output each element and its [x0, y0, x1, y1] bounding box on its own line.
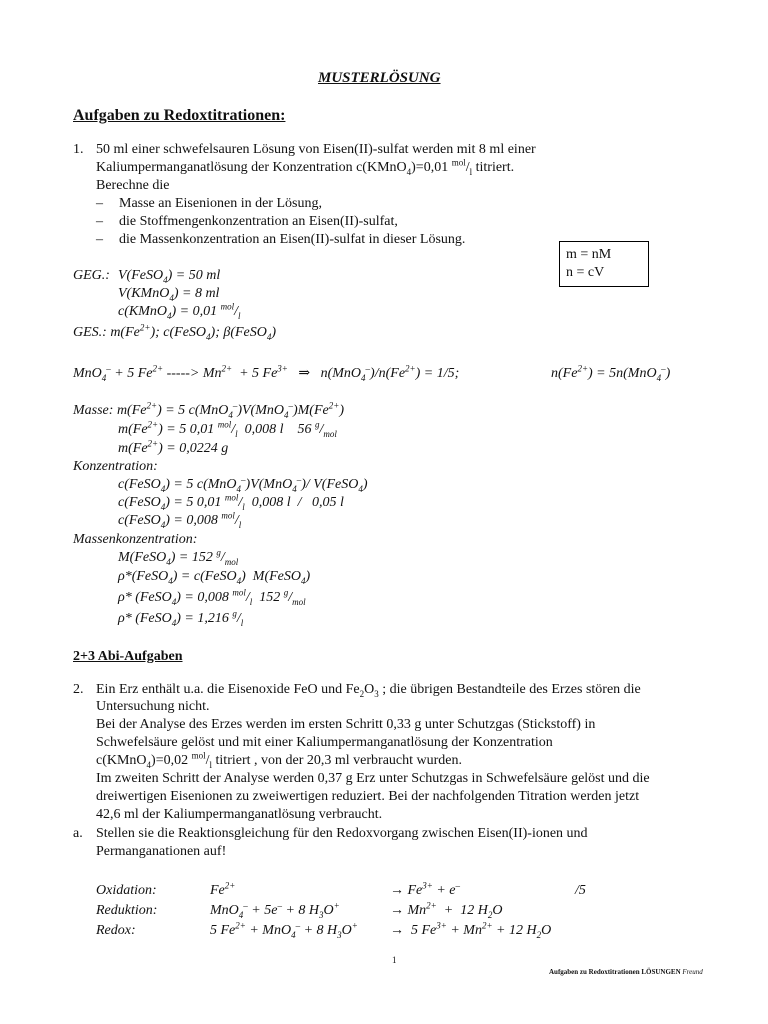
taska-number: a. [73, 826, 83, 841]
mkonz-line4: ρ* (FeSO$_4$) = 1,216 $^g/_l$ [118, 608, 244, 628]
task2-line8: 42,6 ml der Kaliumpermanganatlösung verbraucht. [96, 807, 383, 822]
reaction-ratio: $n(Fe^{2+}) = 5n(MnO_4^-)$ [551, 363, 671, 383]
ges-line: GES.: $m(Fe^{2+})$; c(FeSO$_4$); β(FeSO$_4$) [73, 322, 277, 342]
task1-bullet2: die Stoffmengenkonzentration an Eisen(II)-sulfat, [119, 214, 398, 229]
redox-left: 5 $Fe^{2+} + MnO_4^- + 8$ $H_3O^+$ [210, 920, 358, 940]
oxidation-factor: /5 [575, 883, 586, 898]
task1-line2: Kaliumpermanganatlösung der Konzentration c(KMnO$_4$)=0,01 $^{mol}/_l$ titriert. [96, 157, 515, 177]
mkonz-line2: ρ*(FeSO$_4$) = c(FeSO$_4$) M(FeSO$_4$) [118, 569, 311, 586]
bullet-dash: – [96, 196, 103, 211]
oxidation-left: $Fe^{2+}$ [210, 880, 236, 898]
bullet-dash: – [96, 214, 103, 229]
task1-bullet1: Masse an Eisenionen in der Lösung, [119, 196, 322, 211]
task1-line3: Berechne die [96, 178, 170, 193]
taska-line2: Permanganationen auf! [96, 844, 227, 859]
task2-line7: dreiwertigen Eisenionen zu zweiwertigen reduziert. Bei der nachfolgenden Titration werden jetzt [96, 789, 640, 804]
footer-text: Aufgaben zu Redoxtitrationen LÖSUNGEN Freund [549, 968, 703, 976]
konz-line1: c(FeSO$_4$) = 5 c(MnO$_4$–)V(MnO$_4$–)/ V(FeSO$_4$) [118, 474, 368, 494]
taska-line1: Stellen sie die Reaktionsgleichung für den Redoxvorgang zwischen Eisen(II)-ionen und [96, 826, 588, 841]
task2-line1: Ein Erz enthält u.a. die Eisenoxide FeO und $Fe_2O_3$ ; die übrigen Bestandteile des Erzes stören die [96, 682, 641, 699]
formula-box [559, 241, 649, 287]
abi-heading: 2+3 Abi-Aufgaben [73, 649, 183, 664]
geg-volume-kmno4: V(KMnO$_4$) = 8 ml [118, 286, 220, 303]
task2-line3: Bei der Analyse des Erzes werden im ersten Schritt 0,33 g unter Schutzgas (Stickstoff) in [96, 717, 596, 732]
reaction-equation: MnO$_4$– + 5 $Fe^{2+}$ -----> $Mn^{2+} + 5$ $Fe^{3+}$ ⇒ $n(MnO_4^-)/n(Fe^{2+}) = 1/5$; [73, 363, 460, 383]
mkonz-line1: M(FeSO$_4$) = 152 $^g/_{mol}$ [118, 547, 239, 567]
masse-line1: Masse: $m(Fe^{2+}) = 5$ $c(MnO_4^-)V(MnO_4^-)M(Fe^{2+})$ [73, 400, 344, 420]
bullet-dash: – [96, 232, 103, 247]
masse-line3: $m(Fe^{2+}) = 0,0224$ g [118, 438, 229, 456]
oxidation-label: Oxidation: [96, 883, 157, 898]
konz-line2: c(FeSO$_4$) = 5 0,01 $^{mol}/_l$ 0,008 l / 0,05 l [118, 492, 344, 512]
geg-conc-kmno4: c(KMnO$_4$) = 0,01 $^{mol}/_l$ [118, 301, 241, 321]
geg-volume-feso4: V(FeSO$_4$) = 50 ml [118, 268, 221, 285]
mkonz-label: Massenkonzentration: [73, 532, 198, 547]
reduction-left: MnO$_4$– + 5e– + 8 $H_3O^+$ [210, 900, 340, 920]
konz-label: Konzentration: [73, 459, 158, 474]
formula-line2: n = cV [566, 265, 605, 280]
section-heading: Aufgaben zu Redoxtitrationen: [73, 107, 286, 124]
task1-bullet3: die Massenkonzentration an Eisen(II)-sulfat in dieser Lösung. [119, 232, 466, 247]
redox-right: → 5 $Fe^{3+} + Mn^{2+} + 12$ $H_2O$ [390, 920, 552, 940]
task1-number: 1. [73, 142, 84, 157]
page-number: 1 [392, 955, 397, 965]
task2-number: 2. [73, 682, 84, 697]
formula-line1: m = nM [566, 247, 612, 262]
task2-line2: Untersuchung nicht. [96, 699, 210, 714]
task2-line4: Schwefelsäure gelöst und mit einer Kaliumpermanganatlösung der Konzentration [96, 735, 553, 750]
oxidation-right: → $Fe^{3+} + e^-$ [390, 880, 461, 898]
task2-line5: c(KMnO$_4$)=0,02 $^{mol}/_l$ titriert , von der 20,3 ml verbraucht wurden. [96, 750, 463, 770]
task2-line6: Im zweiten Schritt der Analyse werden 0,37 g Erz unter Schutzgas in Schwefelsäure gelöst und die [96, 771, 650, 786]
konz-line3: c(FeSO$_4$) = 0,008 $^{mol}/_l$ [118, 510, 242, 530]
redox-label: Redox: [96, 923, 136, 938]
reduction-label: Reduktion: [96, 903, 158, 918]
masse-line2: $m(Fe^{2+}) = 5$ 0,01 $^{mol}/_l$ 0,008 l 56 $^g/_{mol}$ [118, 419, 337, 439]
reduction-right: → $Mn^{2+} + 12$ $H_2O$ [390, 900, 503, 920]
task1-line1: 50 ml einer schwefelsauren Lösung von Eisen(II)-sulfat werden mit 8 ml einer [96, 142, 536, 157]
page-title: MUSTERLÖSUNG [318, 70, 441, 86]
mkonz-line3: ρ* (FeSO$_4$) = 0,008 $^{mol}/_l$ 152 $^g/_{mol}$ [118, 587, 306, 607]
geg-label: GEG.: [73, 268, 110, 283]
